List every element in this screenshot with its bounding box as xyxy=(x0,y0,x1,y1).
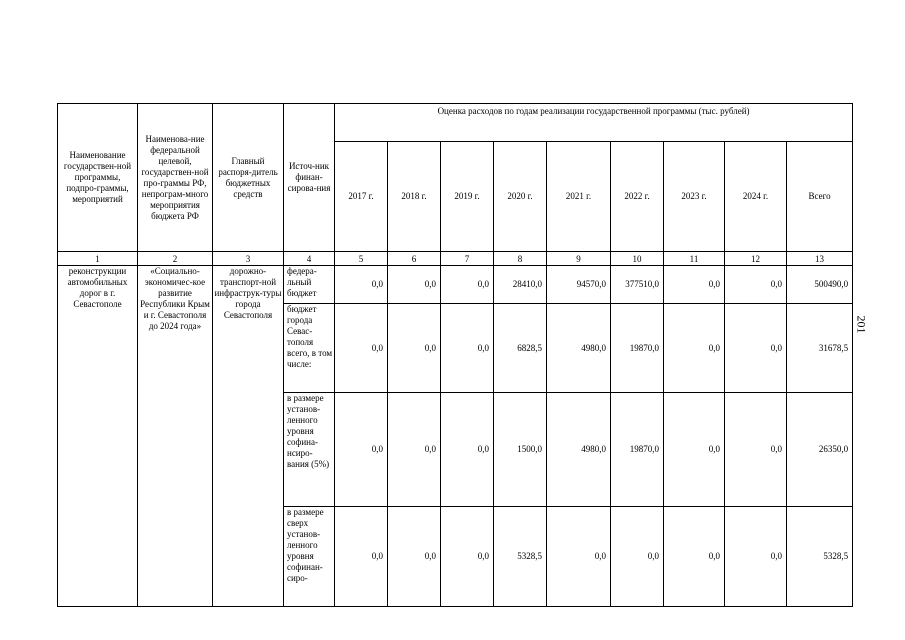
value-cell: 0,0 xyxy=(725,393,787,507)
expenditure-table xyxy=(57,103,853,607)
value-cell: 26350,0 xyxy=(787,393,853,507)
header-year: 2024 г. xyxy=(725,142,787,252)
column-number: 11 xyxy=(664,252,725,266)
value-cell: 0,0 xyxy=(664,266,725,304)
column-number: 6 xyxy=(388,252,441,266)
value-cell: 1500,0 xyxy=(494,393,547,507)
value-cell: 0,0 xyxy=(335,304,388,393)
column-number: 5 xyxy=(335,252,388,266)
value-cell: 19870,0 xyxy=(611,393,664,507)
column-number: 1 xyxy=(58,252,138,266)
value-cell: 0,0 xyxy=(335,266,388,304)
value-cell: 0,0 xyxy=(441,266,494,304)
column-number: 10 xyxy=(611,252,664,266)
value-cell: 0,0 xyxy=(441,304,494,393)
header-year: 2020 г. xyxy=(494,142,547,252)
funding-source: бюджет города Севас-тополя всего, в том числе: xyxy=(284,304,335,393)
column-number-row xyxy=(58,252,853,266)
value-cell: 0,0 xyxy=(725,507,787,607)
column-number: 13 xyxy=(787,252,853,266)
column-number: 12 xyxy=(725,252,787,266)
funding-source: в размере установ-ленного уровня софина-нсиро-вания (5%) xyxy=(284,393,335,507)
value-cell: 0,0 xyxy=(664,393,725,507)
column-number: 2 xyxy=(138,252,213,266)
activity-name: реконструкции автомобильных дорог в г. Севастополе xyxy=(58,266,138,607)
value-cell: 94570,0 xyxy=(547,266,611,304)
value-cell: 0,0 xyxy=(725,304,787,393)
column-number: 3 xyxy=(213,252,284,266)
value-cell: 4980,0 xyxy=(547,393,611,507)
value-cell: 28410,0 xyxy=(494,266,547,304)
value-cell: 5328,5 xyxy=(494,507,547,607)
header-year: 2022 г. xyxy=(611,142,664,252)
budget-manager: дорожно-транспорт-ной инфраструк-туры города Севастополя xyxy=(213,266,284,607)
header-year: 2018 г. xyxy=(388,142,441,252)
header-manager: Главный распоря-дитель бюджетных средств xyxy=(213,104,284,252)
header-name: Наименование государствен-ной программы, подпро-граммы, мероприятий xyxy=(58,104,138,252)
value-cell: 0,0 xyxy=(547,507,611,607)
value-cell: 31678,5 xyxy=(787,304,853,393)
page-number: 201 xyxy=(854,315,869,334)
value-cell: 0,0 xyxy=(335,393,388,507)
federal-program-name: «Социально-экономичес-кое развитие Республики Крым и г. Севастополя до 2024 года» xyxy=(138,266,213,607)
header-estimate: Оценка расходов по годам реализации государственной программы (тыс. рублей) xyxy=(335,104,853,142)
funding-source: федера-льный бюджет xyxy=(284,266,335,304)
header-year: 2017 г. xyxy=(335,142,388,252)
funding-source: в размере сверх установ-ленного уровня софинан-сиро- xyxy=(284,507,335,607)
value-cell: 0,0 xyxy=(725,266,787,304)
value-cell: 0,0 xyxy=(441,507,494,607)
header-federal-program: Наименова-ние федеральной целевой, государствен-ной про-граммы РФ, непрограм-много мероприятия бюджета РФ xyxy=(138,104,213,252)
value-cell: 19870,0 xyxy=(611,304,664,393)
column-number: 9 xyxy=(547,252,611,266)
column-number: 7 xyxy=(441,252,494,266)
value-cell: 0,0 xyxy=(664,304,725,393)
header-total: Всего xyxy=(787,142,853,252)
value-cell: 6828,5 xyxy=(494,304,547,393)
value-cell: 5328,5 xyxy=(787,507,853,607)
header-source: Источ-ник финан-сирова-ния xyxy=(284,104,335,252)
value-cell: 0,0 xyxy=(388,266,441,304)
header-year: 2023 г. xyxy=(664,142,725,252)
value-cell: 0,0 xyxy=(388,304,441,393)
value-cell: 0,0 xyxy=(388,393,441,507)
value-cell: 377510,0 xyxy=(611,266,664,304)
value-cell: 500490,0 xyxy=(787,266,853,304)
header-year: 2021 г. xyxy=(547,142,611,252)
column-number: 8 xyxy=(494,252,547,266)
value-cell: 4980,0 xyxy=(547,304,611,393)
value-cell: 0,0 xyxy=(611,507,664,607)
value-cell: 0,0 xyxy=(388,507,441,607)
table-row xyxy=(58,266,853,304)
value-cell: 0,0 xyxy=(664,507,725,607)
value-cell: 0,0 xyxy=(441,393,494,507)
value-cell: 0,0 xyxy=(335,507,388,607)
column-number: 4 xyxy=(284,252,335,266)
header-year: 2019 г. xyxy=(441,142,494,252)
